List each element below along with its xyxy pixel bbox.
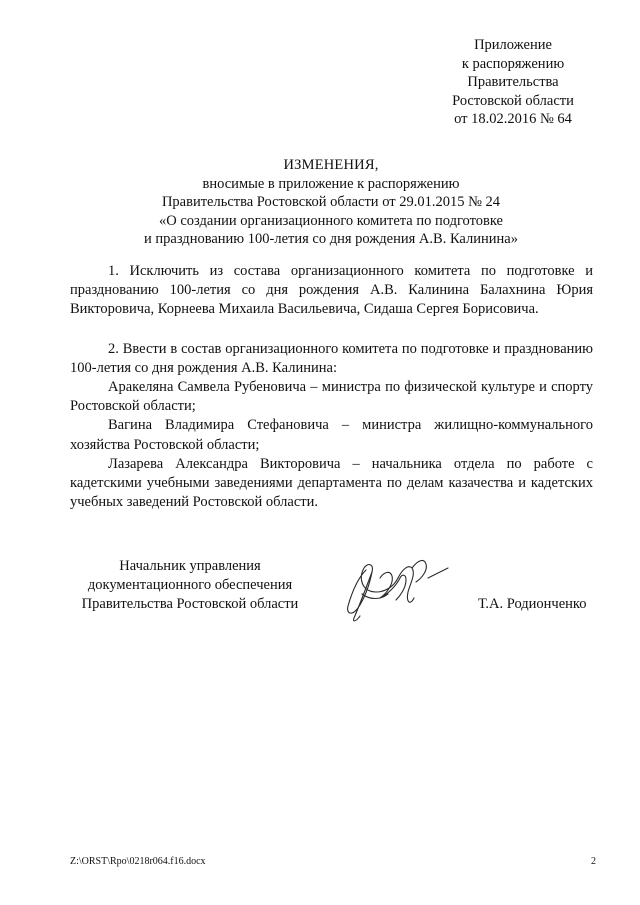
document-title: ИЗМЕНЕНИЯ,	[283, 157, 379, 173]
attachment-line: к распоряжению	[461, 55, 565, 72]
position-line: Начальник управления	[119, 558, 261, 574]
handwritten-signature	[336, 548, 456, 628]
footer-file-path: Z:\ORST\Rpo\0218r064.f16.docx	[70, 856, 206, 867]
heading-line: вносимые в приложение к распоряжению	[202, 175, 460, 192]
attachment-line: Правительства	[467, 74, 559, 90]
signatory-name: Т.А. Родионченко	[478, 596, 587, 612]
document-body	[70, 262, 593, 512]
heading-line: Правительства Ростовской области от 29.01.2015 № 24	[161, 194, 501, 210]
paragraph-item-2-intro: 2. Ввести в состав организационного комитета по подготовке и празднованию 100-летия со дня рождения А.В. Калинина:	[70, 340, 593, 376]
signatory-position	[70, 557, 310, 614]
attachment-line: Приложение	[474, 37, 552, 53]
paragraph-person-1: Аракеляна Самвела Рубеновича – министра по физической культуре и спорту Ростовской области;	[70, 379, 593, 415]
attachment-line: Ростовской области	[452, 92, 574, 109]
paragraph-item-1: 1. Исключить из состава организационного комитета по подготовке и празднованию 100-летия со дня рождения А.В. Калинина Балахнина Юрия Викторовича, Корнеева Михаила Васильевича, Сидаша Сергея Борисовича.	[70, 263, 593, 318]
heading-line: «О создании организационного комитета по подготовке	[159, 212, 503, 229]
paragraph-person-2: Вагина Владимира Стефановича – министра жилищно-коммунального хозяйства Ростовской области;	[70, 417, 593, 453]
attachment-date-line: от 18.02.2016 № 64	[454, 111, 572, 127]
heading-line: и празднованию 100-летия со дня рождения А.В. Калинина»	[144, 231, 518, 247]
paragraph-person-3: Лазарева Александра Викторовича – начальника отдела по работе с кадетскими учебными заведениями департамента по делам казачества и кадетских учебных заведений Ростовской области.	[70, 455, 593, 511]
attachment-note	[420, 36, 606, 129]
position-line: Правительства Ростовской области	[81, 596, 299, 612]
paragraph-gap	[70, 320, 593, 340]
footer-page-number: 2	[591, 856, 596, 867]
document-heading	[70, 156, 592, 249]
position-line: документационного обеспечения	[87, 577, 293, 593]
